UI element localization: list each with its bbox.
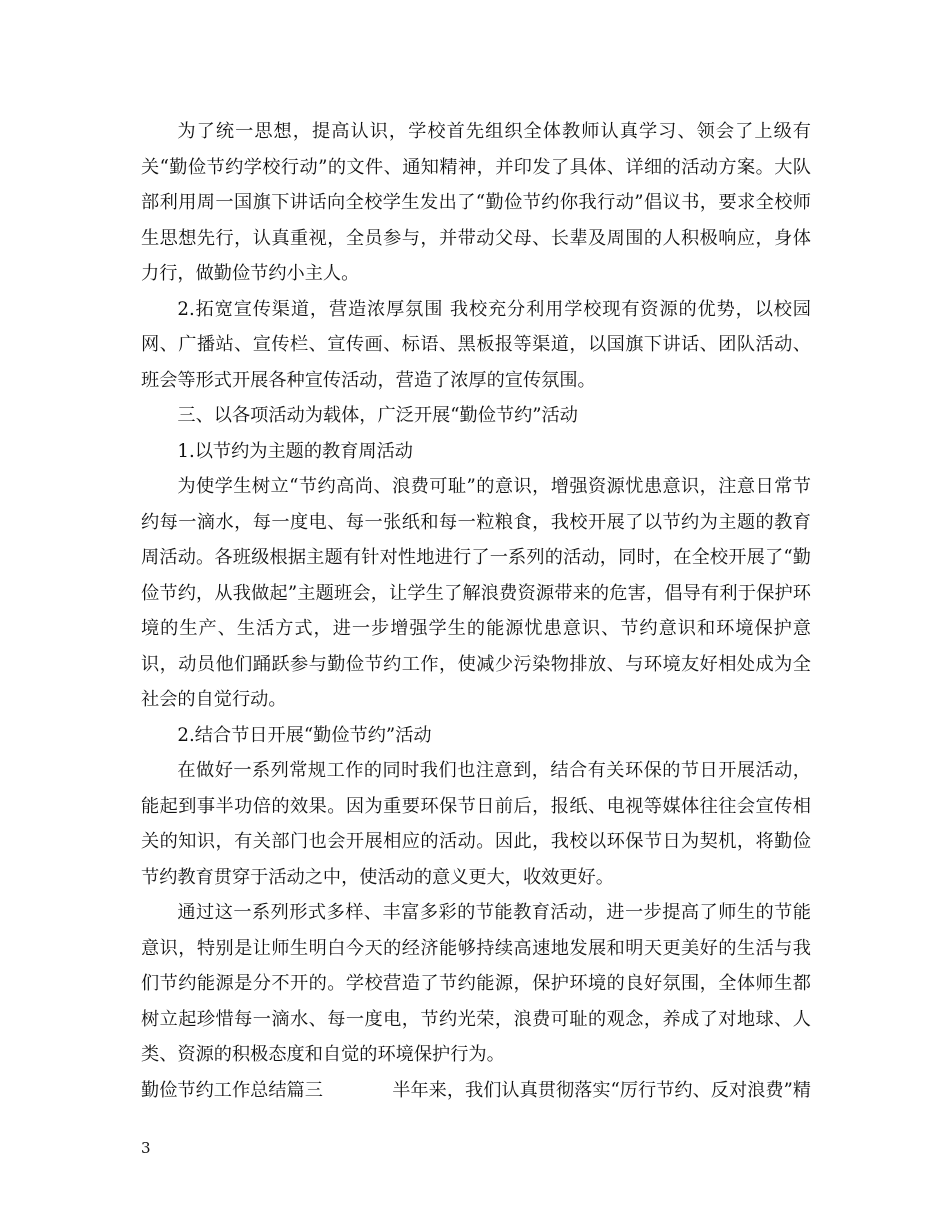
paragraph-publicity: 2.拓宽宣传渠道，营造浓厚氛围 我校充分利用学校现有资源的优势，以校园网、广播站、宣传栏、宣传画、标语、黑板报等渠道，以国旗下讲话、团队活动、班会等形式开展各种宣传活动，营造了浓厚的宣传氛围。 [141, 298, 811, 391]
section-heading-activities: 三、以各项活动为载体，广泛开展“勤俭节约”活动 [177, 405, 578, 426]
page-number: 3 [141, 1139, 151, 1157]
document-body [141, 114, 811, 1108]
paragraph-conclusion: 通过这一系列形式多样、丰富多彩的节能教育活动，进一步提高了师生的节能意识，特别是让师生明白今天的经济能够持续高速地发展和明天更美好的生活与我们节约能源是分不开的。学校营造了节约能源，保护环境的良好氛围，全体师生都树立起珍惜每一滴水、每一度电，节约光荣，浪费可耻的观念，养成了对地球、人类、资源的积极态度和自觉的环境保护行为。 [141, 902, 811, 1065]
next-section-text: 半年来，我们认真贯彻落实“厉行节约、反对浪费”精 [392, 1079, 811, 1101]
paragraph-education-week: 为使学生树立“节约高尚、浪费可耻”的意识，增强资源忧患意识，注意日常节约每一滴水，每一度电、每一张纸和每一粒粮食，我校开展了以节约为主题的教育周活动。各班级根据主题有针对性地进行了一系列的活动，同时，在全校开展了“勤俭节约，从我做起”主题班会，让学生了解浪费资源带来的危害，倡导有利于保护环境的生产、生活方式，进一步增强学生的能源忧患意识、节约意识和环境保护意识，动员他们踊跃参与勤俭节约工作，使减少污染物排放、与环境友好相处成为全社会的自觉行动。 [141, 476, 811, 710]
paragraph-intro: 为了统一思想，提高认识，学校首先组织全体教师认真学习、领会了上级有关“勤俭节约学校行动”的文件、通知精神，并印发了具体、详细的活动方案。大队部利用周一国旗下讲话向全校学生发出了“勤俭节约你我行动”倡议书，要求全校师生思想先行，认真重视，全员参与，并带动父母、长辈及周围的人积极响应，身体力行，做勤俭节约小主人。 [141, 121, 811, 284]
paragraph-festival-activities: 在做好一系列常规工作的同时我们也注意到，结合有关环保的节日开展活动，能起到事半功倍的效果。因为重要环保节日前后，报纸、电视等媒体往往会宣传相关的知识，有关部门也会开展相应的活动。因此，我校以环保节日为契机，将勤俭节约教育贯穿于活动之中，使活动的意义更大，收效更好。 [141, 760, 811, 888]
subheading-festival-activities: 2.结合节日开展“勤俭节约”活动 [177, 724, 432, 746]
subheading-education-week: 1.以节约为主题的教育周活动 [177, 440, 413, 462]
next-section-title: 勤俭节约工作总结篇三 [141, 1079, 323, 1101]
next-section-line [141, 1073, 811, 1109]
